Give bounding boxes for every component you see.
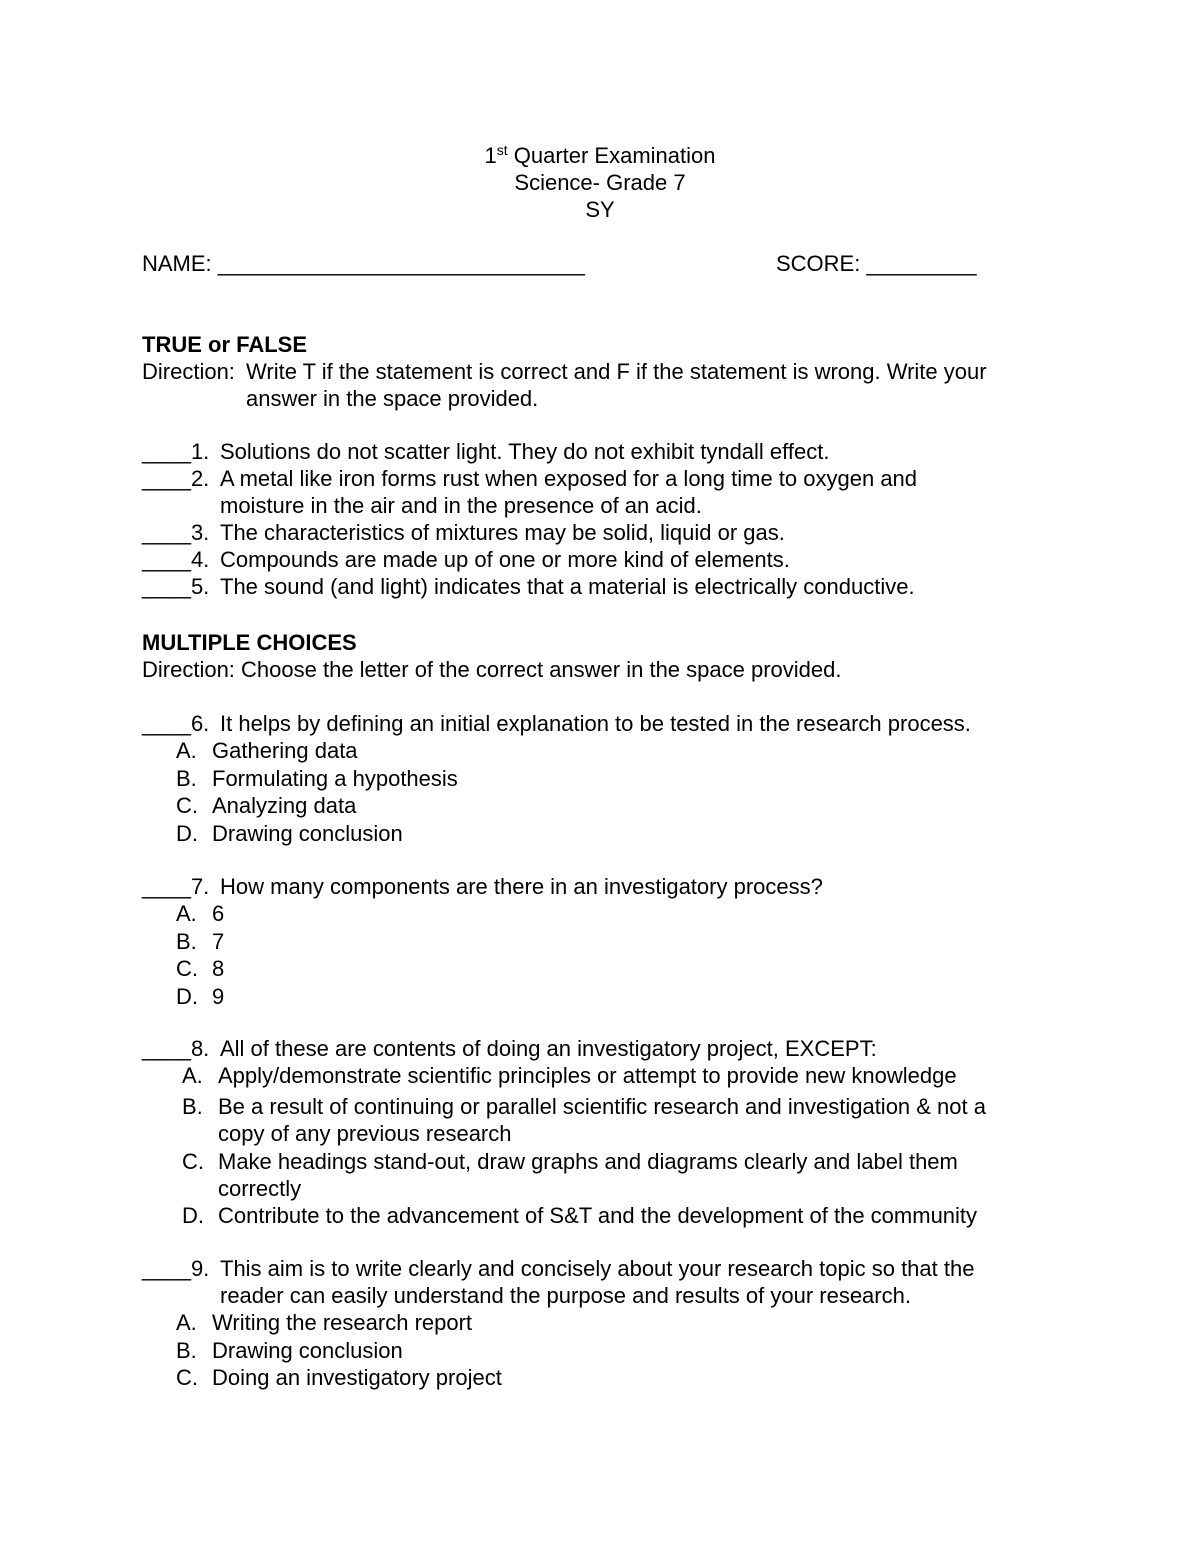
option-letter: C. [176,956,198,981]
name-field[interactable]: NAME: ______________________________ [142,251,585,276]
option-letter: A. [176,901,197,926]
question-stem [142,1035,1062,1062]
option-text: 7 [212,928,225,954]
answer-blank[interactable]: ____5. [142,574,210,599]
school-year: SY [585,197,615,222]
option-text: Formulating a hypothesis [212,765,458,791]
question-text: All of these are contents of doing an investigatory project, EXCEPT: [220,1036,877,1061]
exam-title [0,142,1200,169]
title-superscript: st [496,142,508,158]
tf-question-5 [142,573,1062,600]
question-text: The characteristics of mixtures may be solid, liquid or gas. [220,520,785,545]
option-a[interactable] [142,1309,1062,1337]
option-b[interactable] [142,765,1062,793]
option-letter: B. [176,1337,197,1363]
option-b[interactable] [142,1337,1062,1365]
option-letter: C. [176,793,198,818]
option-letter: A. [176,738,197,763]
exam-subject: Science- Grade 7 [514,170,686,195]
tf-question-1 [142,438,1062,465]
question-stem [142,873,1062,900]
option-list [142,737,1062,847]
mc-question-6 [142,710,1062,847]
tf-question-3 [142,519,1062,546]
mc-question-7 [142,873,1062,1010]
section-heading: MULTIPLE CHOICES [142,630,357,655]
student-info-row [142,250,1042,277]
option-d[interactable] [142,983,1062,1011]
direction-line: Write T if the statement is correct and F if the statement is wrong. Write your [246,359,987,384]
question-text: How many components are there in an investigatory process? [220,874,823,899]
option-letter: B. [176,928,197,954]
multiple-choice-section [142,629,1062,683]
option-d[interactable] [142,1202,1062,1229]
option-text: Analyzing data [212,793,357,818]
option-text: 9 [212,983,225,1009]
option-text: Writing the research report [212,1310,473,1335]
option-a[interactable] [142,900,1062,928]
option-list [142,1309,1062,1392]
option-c[interactable] [142,1148,1062,1202]
option-text: Apply/demonstrate scientific principles or attempt to provide new knowledge [218,1063,957,1088]
mc-question-9 [142,1255,1062,1392]
option-c[interactable] [142,1364,1062,1392]
option-c[interactable] [142,955,1062,983]
option-text: Gathering data [212,738,358,763]
option-letter: D. [176,983,198,1009]
option-letter: C. [176,1365,198,1390]
answer-blank[interactable]: ____7. [142,874,210,899]
mc-question-8 [142,1035,1062,1229]
option-a[interactable] [142,1062,1062,1089]
question-text: The sound (and light) indicates that a material is electrically conductive. [220,574,915,599]
title-text: Quarter Examination [507,143,716,168]
option-a[interactable] [142,737,1062,765]
title-number: 1 [484,143,497,168]
option-letter: A. [176,1310,197,1335]
question-text: Solutions do not scatter light. They do not exhibit tyndall effect. [220,439,830,464]
option-text: copy of any previous research [218,1121,512,1146]
direction [142,358,1062,412]
option-text: Contribute to the advancement of S&T and the development of the community [218,1203,978,1228]
score-field[interactable]: SCORE: _________ [776,251,977,276]
option-text: Be a result of continuing or parallel scientific research and investigation & not a [218,1094,986,1119]
option-text: 8 [212,956,225,981]
question-text: A metal like iron forms rust when exposed for a long time to oxygen and [220,466,918,491]
option-letter: B. [176,765,197,791]
answer-blank[interactable]: ____2. [142,466,210,491]
option-text: 6 [212,901,225,926]
question-stem [142,1255,1062,1309]
direction: Direction: Choose the letter of the correct answer in the space provided. [142,657,842,682]
option-text: Drawing conclusion [212,1337,403,1363]
tf-question-2 [142,465,1062,519]
exam-header [0,142,1200,223]
section-heading: TRUE or FALSE [142,332,308,357]
question-stem [142,710,1062,737]
option-b[interactable] [142,928,1062,956]
answer-blank[interactable]: ____3. [142,520,210,545]
question-text: Compounds are made up of one or more kind of elements. [220,547,790,572]
option-letter: C. [182,1149,204,1174]
option-text: Make headings stand-out, draw graphs and diagrams clearly and label them [218,1149,958,1174]
option-letter: D. [176,820,198,846]
answer-blank[interactable]: ____1. [142,439,210,464]
option-letter: A. [182,1063,203,1088]
option-text: Drawing conclusion [212,820,403,846]
answer-blank[interactable]: ____4. [142,547,210,572]
option-letter: B. [182,1094,203,1119]
answer-blank[interactable]: ____6. [142,711,210,736]
question-text: moisture in the air and in the presence of an acid. [220,493,702,518]
direction-label: Direction: [142,359,235,384]
option-d[interactable] [142,820,1062,848]
answer-blank[interactable]: ____9. [142,1256,210,1281]
answer-blank[interactable]: ____8. [142,1036,210,1061]
option-letter: D. [182,1203,204,1228]
option-list [142,900,1062,1010]
option-text: correctly [218,1176,302,1201]
question-text: reader can easily understand the purpose and results of your research. [220,1283,911,1308]
option-c[interactable] [142,792,1062,820]
option-b[interactable] [142,1093,1062,1147]
true-false-section [142,331,1062,600]
tf-question-4 [142,546,1062,573]
direction-line: answer in the space provided. [246,386,539,411]
question-text: It helps by defining an initial explanation to be tested in the research process. [220,711,971,736]
option-text: Doing an investigatory project [212,1365,502,1390]
question-text: This aim is to write clearly and concisely about your research topic so that the [220,1256,975,1281]
